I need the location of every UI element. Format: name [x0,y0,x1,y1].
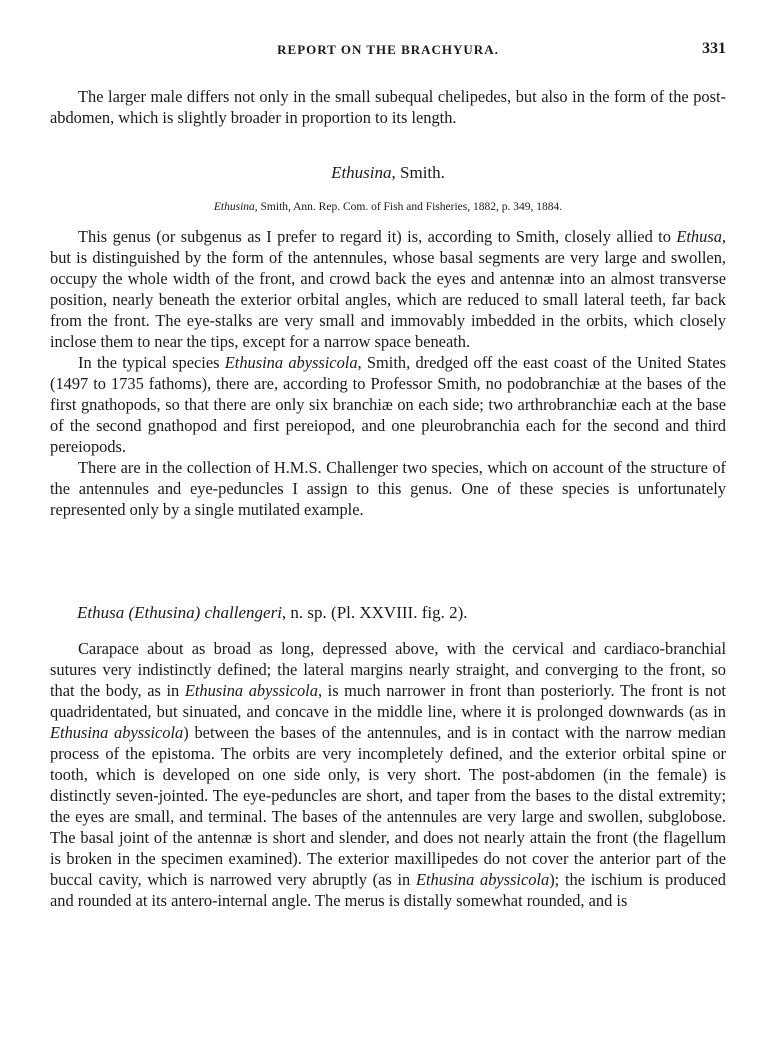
citation-genus: Ethusina [213,201,255,213]
text-run: In the typical species [78,353,225,372]
citation-text: , Smith, Ann. Rep. Com. of Fish and Fisheries, 1882, p. 349, 1884. [254,201,563,213]
text-run: ); the ischium is produced and rounded at its antero-internal angle. The merus is distally somewhat rounded, and is [50,870,727,910]
paragraph-carapace-description [50,638,726,911]
paragraph-typical-species [50,352,726,457]
genus-author: , Smith. [391,163,445,182]
intro-paragraph [50,86,726,128]
text-run: , but is distinguished by the form of the antennules, whose basal segments are very large and swollen, occupy the whole width of the front, and crowd back the eyes and antennæ into an almost transverse position, nearly beneath the exterior orbital angles, which are reduced to small lateral teeth, far back from the front. The eye-stalks are very small and immovably imbedded in the orbits, which closely inclose them to near the tips, except for a narrow space beneath. [50,227,726,351]
taxon-name: Ethusina abyssicola [184,681,318,700]
running-head: REPORT ON THE BRACHYURA. [277,42,499,57]
genus-citation [0,201,776,213]
genus-heading [0,163,776,183]
taxon-name: Ethusina abyssicola [50,723,184,742]
text-run: , is much narrower in front than posteriorly. The front is not quadridentated, but sinuated, and concave in the middle line, where it is prolonged downwards (as in [50,681,726,721]
taxon-name: Ethusa [676,227,722,246]
taxon-name: Ethusina abyssicola [224,353,358,372]
page-header [50,42,726,62]
paragraph-genus-definition [50,226,726,352]
text-run: ) between the bases of the antennules, and is in contact with the narrow median process of the epistoma. The orbits are very incompletely defined, and the exterior orbital spine or tooth, which is developed on one side only, is very short. The post-abdomen (in the female) is distinctly seven-jointed. The eye-peduncles are short, and taper from the bases to the distal extremity; the eyes are small, and terminal. The bases of the antennules are very large and swollen, subglobose. The basal joint of the antennæ is short and slender, and does not nearly attain the front (the flagellum is broken in the specimen examined). The exterior maxillipedes do not cover the anterior part of the buccal cavity, which is narrowed very abruptly (as in [50,723,726,889]
text-run: Carapace about as broad as long, depressed above, with the cervical and cardiaco-branchial sutures very indistinctly defined; the lateral margins nearly straight, and converging to the front, so that the body, as in [50,639,726,700]
taxon-name: Ethusina abyssicola [415,870,550,889]
species-heading [77,603,468,623]
genus-description [50,226,726,520]
intro-text: The larger male differs not only in the small subequal chelipedes, but also in the form of the post-abdomen, which is slightly broader in proportion to its length. [50,87,726,127]
page-number: 331 [702,40,726,57]
species-description [50,638,726,911]
text-run: This genus (or subgenus as I prefer to regard it) is, according to Smith, closely allied to [78,227,677,246]
species-name: Ethusa (Ethusina) challengeri [77,603,282,622]
species-suffix: , n. sp. (Pl. XXVIII. fig. 2). [281,603,468,622]
genus-name: Ethusina [331,163,392,182]
paragraph-challenger-species: There are in the collection of H.M.S. Challenger two species, which on account of the structure of the antennules and eye-peduncles I assign to this genus. One of these species is unfortunately represented only by a single mutilated example. [50,458,726,519]
text-run: , Smith, dredged off the east coast of the United States (1497 to 1735 fathoms), there are, according to Professor Smith, no podobranchiæ at the bases of the first gnathopods, so that there are only six branchiæ on each side; two arthrobranchiæ each at the base of the second gnathopod and first pereiopod, and one pleurobranchia each for the second and third pereiopods. [50,353,726,456]
